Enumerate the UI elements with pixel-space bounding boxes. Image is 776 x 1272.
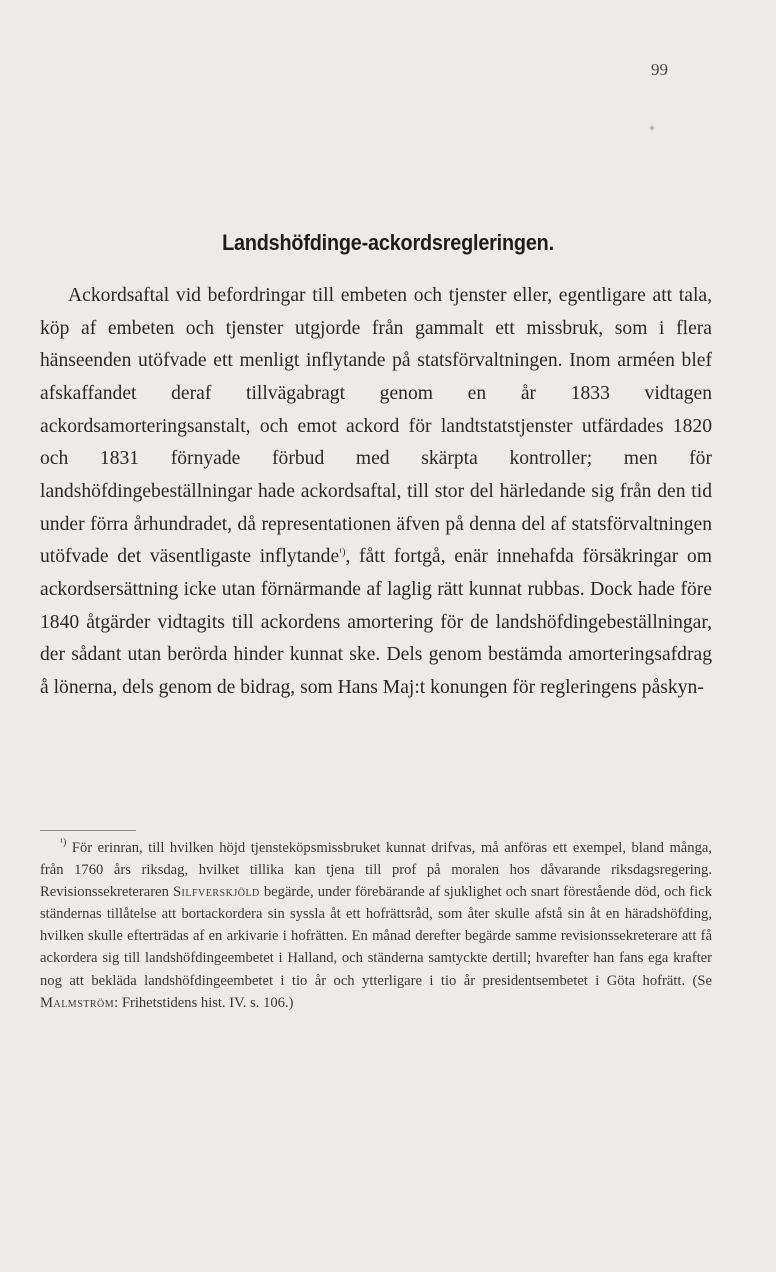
footnote-text-part3: : Frihetstidens hist. IV. s. 106.) xyxy=(114,994,294,1011)
ink-smudge xyxy=(650,126,654,130)
main-paragraph xyxy=(40,280,712,705)
footnote-marker: ¹) xyxy=(60,837,67,848)
paragraph-text-part2: , fått fortgå, enär innehafda försäkringar om ackordsersättning icke utan förnärmande af laglig rätt kunnat rubbas. Dock hade före 1840 åtgärder vidtagits till ackordens amortering för de landshöfdingebeställningar, der sådant utan berörda hinder kunnat ske. Dels genom bestämda amorteringsafdrag å lönerna, dels genom de bidrag, som Hans Maj:t konungen för regleringens påskyn- xyxy=(40,546,712,698)
footnote-divider xyxy=(40,830,136,831)
footnote xyxy=(40,837,712,1014)
page-number: 99 xyxy=(651,60,668,79)
footnote-name-malmstrom: Malmström xyxy=(40,994,115,1011)
footnote-text-part1: För erinran, till hvilken höjd tjensteköpsmissbruket kunnat drifvas, må anföras ett exempel, bland många, från 1760 års riksdag, hvilket tillika kan tjena till prof på moralen hos dåvarande riksdagsregering. Revisionssekreteraren xyxy=(40,840,712,901)
chapter-heading: Landshöfdinge-ackordsregleringen. xyxy=(222,230,554,255)
footnote-name-silfverskjold: Silfverskjöld xyxy=(172,884,260,901)
footnote-text-part2: begärde, under förebärande af sjuklighet och snart förestående död, och fick ständernas tillåtelse att bortackordera sin syssla åt ett hofrättsråd, som åter skulle afstå sin åt en häradshöfding, hvilken skulle efterträdas af en arkivarie i hofrätten. En månad derefter begärde samme revisionssekreterare att få ackordera sig till landshöfdingeembetet i Halland, och ständerna samtyckte dertill; hvarefter han fans ega krafter nog att bekläda landshöfdingeembetet i tio år och ytterligare i tio år presidentsembetet i Göta hofrätt. (Se xyxy=(40,884,712,989)
footnote-reference: ¹) xyxy=(339,547,346,559)
paragraph-text-part1: Ackordsaftal vid befordringar till embeten och tjenster eller, egentligare att tala, köp af embeten och tjenster utgjorde från gammalt ett missbruk, som i flera hänseenden utöfvade ett menligt inflytande på statsförvaltningen. Inom arméen blef afskaffandet deraf tillvägabragt genom en år 1833 vidtagen ackordsamorteringsanstalt, och emot ackord för landtstatstjenster utfärdades 1820 och 1831 förnyade förbud med skärpta kontroller; men för landshöfdingebeställningar hade ackordsaftal, till stor del härledande sig från den tid under förra århundradet, då representationen äfven på denna del af statsförvaltningen utöfvade det väsentligaste inflytande xyxy=(40,285,712,568)
